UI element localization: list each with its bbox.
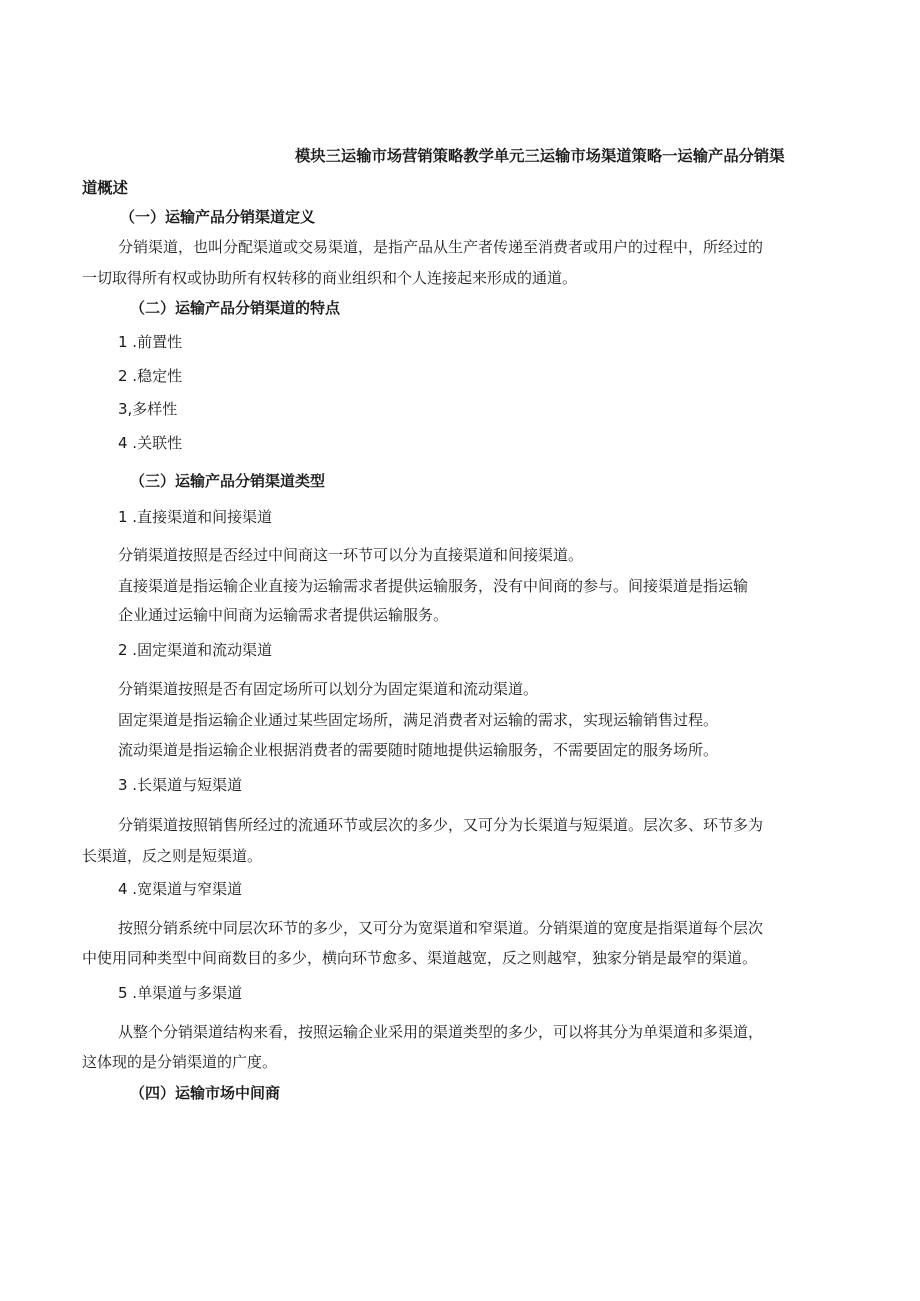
document-title-line-1: 模块三运输市场营销策略教学单元三运输市场渠道策略一运输产品分销渠 [295,147,785,165]
section-2-list-item: 1 .前置性 [118,333,183,351]
subsection-1-paragraph-1: 分销渠道按照是否经过中间商这一环节可以分为直接渠道和间接渠道。 [118,546,584,564]
document-title-line-2: 道概述 [82,179,128,197]
subsection-2-paragraph-3: 流动渠道是指运输企业根据消费者的需要随时随地提供运输服务，不需要固定的服务场所。 [118,741,719,759]
subsection-2-title: 2 .固定渠道和流动渠道 [118,641,273,659]
subsection-5-paragraph-line-2: 这体现的是分销渠道的广度。 [82,1053,278,1071]
section-2-list-item: 4 .关联性 [118,434,183,452]
section-4-heading: （四）运输市场中间商 [130,1084,281,1102]
section-2-list-item: 3,多样性 [118,400,178,418]
subsection-3-paragraph-line-2: 长渠道，反之则是短渠道。 [82,847,263,865]
section-2-heading: （二）运输产品分销渠道的特点 [130,299,341,317]
section-1-paragraph-line-2: 一切取得所有权或协助所有权转移的商业组织和个人连接起来形成的通道。 [82,269,578,287]
section-1-heading: （一）运输产品分销渠道定义 [120,208,316,226]
subsection-4-title: 4 .宽渠道与窄渠道 [118,880,243,898]
subsection-4-paragraph-line-2: 中使用同种类型中间商数目的多少，横向环节愈多、渠道越宽，反之则越窄，独家分销是最窄的渠道。 [82,949,758,967]
subsection-1-paragraph-2-line-2: 企业通过运输中间商为运输需求者提供运输服务。 [118,606,449,624]
subsection-2-paragraph-1: 分销渠道按照是否有固定场所可以划分为固定渠道和流动渠道。 [118,680,539,698]
subsection-4-paragraph-line-1: 按照分销系统中同层次环节的多少，又可分为宽渠道和窄渠道。分销渠道的宽度是指渠道每个层次 [118,919,764,937]
subsection-1-title: 1 .直接渠道和间接渠道 [118,508,273,526]
subsection-3-paragraph-line-1: 分销渠道按照销售所经过的流通环节或层次的多少，又可分为长渠道与短渠道。层次多、环节多为 [118,816,764,834]
subsection-5-paragraph-line-1: 从整个分销渠道结构来看，按照运输企业采用的渠道类型的多少，可以将其分为单渠道和多渠道， [118,1023,764,1041]
subsection-2-paragraph-2: 固定渠道是指运输企业通过某些固定场所，满足消费者对运输的需求，实现运输销售过程。 [118,711,719,729]
subsection-5-title: 5 .单渠道与多渠道 [118,984,243,1002]
subsection-1-paragraph-2-line-1: 直接渠道是指运输企业直接为运输需求者提供运输服务，没有中间商的参与。间接渠道是指运输 [118,577,749,595]
section-1-paragraph-line-1: 分销渠道，也叫分配渠道或交易渠道，是指产品从生产者传递至消费者或用户的过程中，所经过的 [118,238,764,256]
section-3-heading: （三）运输产品分销渠道类型 [130,472,326,490]
subsection-3-title: 3 .长渠道与短渠道 [118,776,243,794]
section-2-list-item: 2 .稳定性 [118,367,183,385]
